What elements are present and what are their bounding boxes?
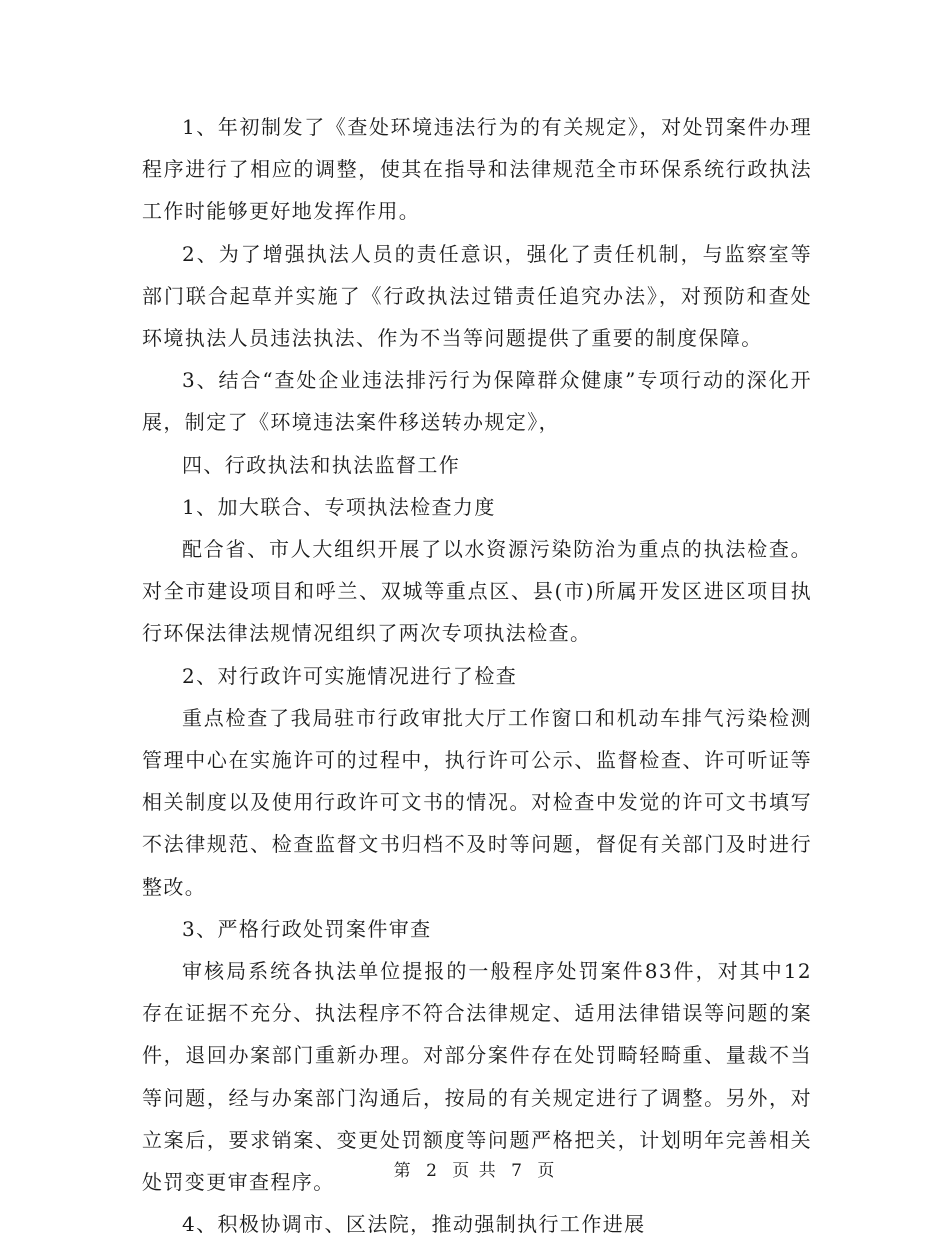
paragraph-responsibility-mechanism: 2、为了增强执法人员的责任意识，强化了责任机制，与监察室等部门联合起草并实施了《行政执法过错责任追究办法》，对预防和查处环境执法人员违法执法、作为不当等问题提供了重要的制度保障。 bbox=[142, 241, 812, 351]
section-heading-enforcement: 四、行政执法和执法监督工作 bbox=[182, 452, 461, 477]
paragraph-penalty-review: 审核局系统各执法单位提报的一般程序处罚案件83件，对其中12存在证据不充分、执法程序不符合法律规定、适用法律错误等问题的案件，退回办案部门重新办理。对部分案件存在处罚畸轻畸重、量裁不当等问题，经与办案部门沟通后，按局的有关规定进行了调整。另外，对立案后，要求销案、变更处罚额度等问题严格把关，计划明年完善相关处罚变更审查程序。 bbox=[142, 959, 812, 1195]
footer-suffix: 页 bbox=[537, 1161, 557, 1181]
page-footer bbox=[0, 1156, 950, 1181]
subheading-court-coordination: 4、积极协调市、区法院，推动强制执行工作进展 bbox=[182, 1212, 646, 1237]
document-body bbox=[142, 106, 812, 1245]
subheading-penalty-review: 3、严格行政处罚案件审查 bbox=[182, 916, 432, 941]
paragraph-regulation-issued: 1、年初制发了《查处环境违法行为的有关规定》，对处罚案件办理程序进行了相应的调整，使其在指导和法律规范全市环保系统行政执法工作时能够更好地发挥作用。 bbox=[142, 115, 812, 224]
subheading-permit-inspection: 2、对行政许可实施情况进行了检查 bbox=[182, 663, 518, 688]
paragraph-permit-inspection: 重点检查了我局驻市行政审批大厅工作窗口和机动车排气污染检测管理中心在实施许可的过程中，执行许可公示、监督检查、许可听证等相关制度以及使用行政许可文书的情况。对检查中发觉的许可文书填写不法律规范、检查监督文书归档不及时等问题，督促有关部门及时进行整改。 bbox=[142, 705, 812, 899]
footer-total-pages: 7 bbox=[511, 1161, 524, 1181]
footer-middle: 页 共 bbox=[452, 1161, 498, 1181]
footer-prefix: 第 bbox=[393, 1161, 413, 1181]
paragraph-case-transfer-rules: 3、结合“查处企业违法排污行为保障群众健康”专项行动的深化开展，制定了《环境违法案件移送转办规定》， bbox=[142, 368, 812, 435]
paragraph-joint-inspection: 配合省、市人大组织开展了以水资源污染防治为重点的执法检查。对全市建设项目和呼兰、双城等重点区、县(市)所属开发区进区项目执行环保法律法规情况组织了两次专项执法检查。 bbox=[142, 537, 812, 646]
footer-current-page: 2 bbox=[426, 1161, 439, 1181]
subheading-joint-inspection: 1、加大联合、专项执法检查力度 bbox=[182, 494, 496, 519]
